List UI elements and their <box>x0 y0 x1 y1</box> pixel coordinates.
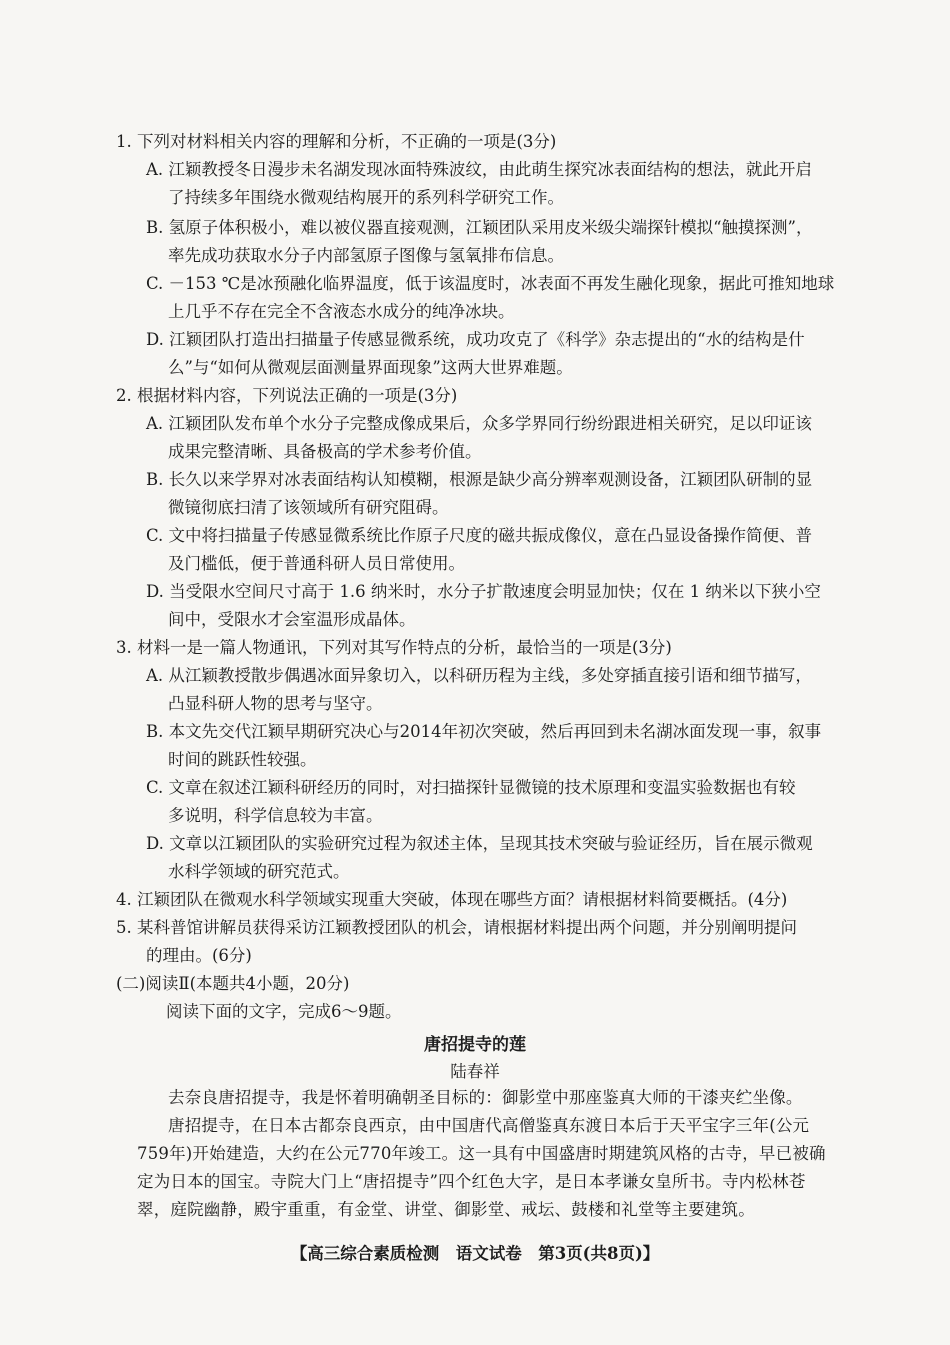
q2-option-b-cont: 微镜彻底扫清了该领域所有研究阻碍。 <box>168 498 449 517</box>
article-paragraph-2-line-4: 翠，庭院幽静，殿宇重重，有金堂、讲堂、御影堂、戒坛、鼓楼和礼堂等主要建筑。 <box>137 1200 755 1219</box>
q1-option-b-cont: 率先成功获取水分子内部氢原子图像与氢氧排布信息。 <box>168 246 564 265</box>
q5-stem-cont: 的理由。(6分) <box>146 946 252 965</box>
section2-instruction: 阅读下面的文字，完成6～9题。 <box>166 1002 402 1021</box>
q1-option-b: B. 氢原子体积极小，难以被仪器直接观测，江颖团队采用皮米级尖端探针模拟“触摸探测”， <box>146 218 813 237</box>
q1-option-d-cont: 么”与“如何从微观层面测量界面现象”这两大世界难题。 <box>168 358 573 377</box>
q1-stem: 1. 下列对材料相关内容的理解和分析，不正确的一项是(3分) <box>116 132 557 151</box>
q3-option-b: B. 本文先交代江颖早期研究决心与2014年初次突破，然后再回到未名湖冰面发现一事，叙事 <box>146 722 822 741</box>
q3-stem: 3. 材料一是一篇人物通讯，下列对其写作特点的分析，最恰当的一项是(3分) <box>116 638 672 657</box>
q1-option-a: A. 江颖教授冬日漫步未名湖发现冰面特殊波纹，由此萌生探究冰表面结构的想法，就此开启 <box>146 160 812 179</box>
q3-option-d: D. 文章以江颖团队的实验研究过程为叙述主体，呈现其技术突破与验证经历，旨在展示微观 <box>146 834 813 853</box>
q2-option-c-cont: 及门槛低，便于普通科研人员日常使用。 <box>168 554 465 573</box>
article-paragraph-1: 去奈良唐招提寺，我是怀着明确朝圣目标的：御影堂中那座鉴真大师的干漆夹纻坐像。 <box>168 1088 803 1107</box>
q3-option-c-cont: 多说明，科学信息较为丰富。 <box>168 806 383 825</box>
q3-option-b-cont: 时间的跳跃性较强。 <box>168 750 317 769</box>
q2-stem: 2. 根据材料内容，下列说法正确的一项是(3分) <box>116 386 458 405</box>
q4-stem: 4. 江颖团队在微观水科学领域实现重大突破，体现在哪些方面？请根据材料简要概括。(4分) <box>116 890 788 909</box>
section2-heading: (二)阅读Ⅱ(本题共4小题，20分) <box>116 974 350 993</box>
article-title: 唐招提寺的莲 <box>424 1035 526 1055</box>
q2-option-b: B. 长久以来学界对冰表面结构认知模糊，根源是缺少高分辨率观测设备，江颖团队研制的显 <box>146 470 813 489</box>
article-author: 陆春祥 <box>450 1062 500 1081</box>
q2-option-a-cont: 成果完整清晰、具备极高的学术参考价值。 <box>168 442 482 461</box>
article-paragraph-2-line-3: 定为日本的国宝。寺院大门上“唐招提寺”四个红色大字，是日本孝谦女皇所书。寺内松林苍 <box>137 1172 806 1191</box>
q1-option-c-cont: 上几乎不存在完全不含液态水成分的纯净冰块。 <box>168 302 515 321</box>
page-footer: 【高三综合素质检测 语文试卷 第3页(共8页)】 <box>290 1244 660 1263</box>
article-paragraph-2-line-2: 759年)开始建造，大约在公元770年竣工。这一具有中国盛唐时期建筑风格的古寺，早已被确 <box>137 1144 826 1163</box>
q3-option-c: C. 文章在叙述江颖科研经历的同时，对扫描探针显微镜的技术原理和变温实验数据也有较 <box>146 778 796 797</box>
q3-option-a: A. 从江颖教授散步偶遇冰面异象切入，以科研历程为主线，多处穿插直接引语和细节描写， <box>146 666 812 685</box>
q1-option-c: C. －153 ℃是冰预融化临界温度，低于该温度时，冰表面不再发生融化现象，据此可推知地球 <box>146 274 835 293</box>
q3-option-a-cont: 凸显科研人物的思考与坚守。 <box>168 694 383 713</box>
q5-stem: 5. 某科普馆讲解员获得采访江颖教授团队的机会，请根据材料提出两个问题，并分别阐明提问 <box>116 918 797 937</box>
article-paragraph-2-line-1: 唐招提寺，在日本古都奈良西京，由中国唐代高僧鉴真东渡日本后于天平宝字三年(公元 <box>168 1116 810 1135</box>
q2-option-d: D. 当受限水空间尺寸高于 1.6 纳米时，水分子扩散速度会明显加快；仅在 1 纳米以下狭小空 <box>146 582 821 601</box>
q1-option-d: D. 江颖团队打造出扫描量子传感显微系统，成功攻克了《科学》杂志提出的“水的结构是什 <box>146 330 805 349</box>
q1-option-a-cont: 了持续多年围绕水微观结构展开的系列科学研究工作。 <box>168 188 564 207</box>
q3-option-d-cont: 水科学领域的研究范式。 <box>168 862 350 881</box>
q2-option-a: A. 江颖团队发布单个水分子完整成像成果后，众多学界同行纷纷跟进相关研究，足以印证该 <box>146 414 812 433</box>
q2-option-c: C. 文中将扫描量子传感显微系统比作原子尺度的磁共振成像仪，意在凸显设备操作简便、普 <box>146 526 813 545</box>
q2-option-d-cont: 间中，受限水才会室温形成晶体。 <box>168 610 416 629</box>
